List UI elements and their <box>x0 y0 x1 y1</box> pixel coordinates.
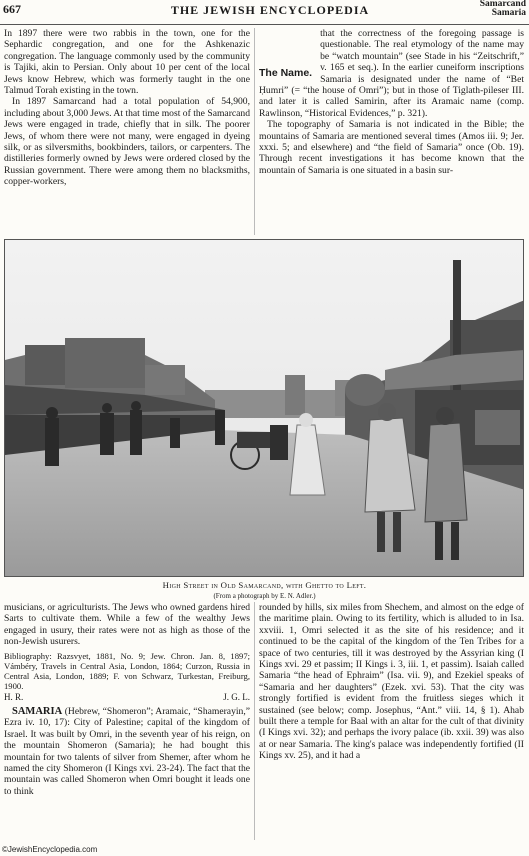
photo-illustration <box>5 240 524 577</box>
page-header <box>0 0 529 22</box>
column-divider <box>254 602 255 840</box>
signature-right: J. G. L. <box>223 691 250 702</box>
paragraph: rounded by hills, six miles from Shechem, and almost on the edge of the maritime plain. Owing to its fertility, which is alluded to in Isa. xxviii. 1, Omri selected it as the site of his residence; and it continued to be the capital of the kingdom of the Ten Tribes for a space of two centuries, till it was destroyed by the Assyrian king (I Kings xvi. 29 et passim; II Kings i. 3, iii. 1, et passim). Isaiah called Samaria “the head of Ephraim” (Isa. vii. 9), and Ezekiel speaks of “Samaria and her daughters” (Ezek. xvi. 53). That the city was strongly fortified is evident from the fruitless sieges which it sustained (see below; comp. Josephus, “Ant.” viii. 14, § 1). Ahab built there a temple for Baal with an altar for the cult of that divinity (I Kings xvi. 32); and perhaps the ivory palace (ib. xxii. 39) was also at or near Samaria. The king's palace was independently fortified (II Kings xv. 25), and it had a <box>259 602 524 762</box>
street-photograph <box>4 239 524 577</box>
bottom-left-column <box>4 602 250 797</box>
running-head-line2: Samaria <box>491 8 526 18</box>
bottom-right-column <box>259 602 524 762</box>
paragraph <box>4 706 250 797</box>
footer-credit: ©JewishEncyclopedia.com <box>2 845 98 854</box>
article-heading: SAMARIA <box>12 706 63 718</box>
page-number: 667 <box>3 2 21 16</box>
header-rule <box>0 24 529 25</box>
signature-left: H. R. <box>4 691 24 702</box>
paragraph <box>259 28 524 119</box>
side-heading: The Name. <box>259 67 313 79</box>
top-left-column <box>4 28 250 188</box>
paragraph: In 1897 Samarcand had a total population of 54,900, including about 3,000 Jews. At that time most of the Samarcand Jews were engaged in trade, chiefly that in silk. The poorer Jews, of whom there were not many, were engaged in dyeing silk, or as silversmiths, bookbinders, tailors, or carpenters. The distilleries formerly owned by Jews were ordered closed by the Russian government. There were among them no blacksmiths, copper-workers, <box>4 96 250 188</box>
paragraph: musicians, or agriculturists. The Jews who owned gardens hired Sarts to cultivate them. While a few of the wealthy Jews engaged in usury, their rates were not as high as those of the non-Jewish usurers. <box>4 602 250 648</box>
running-title: THE JEWISH ENCYCLOPEDIA <box>170 3 370 17</box>
bibliography: Bibliography: Razsvyet, 1881, No. 9; Jew. Chron. Jan. 8, 1897; Vámbéry, Travels in Central Asia, London, 1864; Curzon, Russia in Central Asia, London, 1889; F. von Schwarz, Turkestan, Freiburg, 1900. <box>4 650 250 691</box>
figure-caption: High Street in Old Samarcand, with Ghetto to Left. <box>162 580 367 590</box>
paragraph: In 1897 there were two rabbis in the town, one for the Sephardic congregation, and one for the Ashkenazic congregation. The language commonly used by the community is Tajiki, akin to Persian. Only about 10 per cent of the local Jews know Hebrew, which was formerly taught in the one Talmud Torah existing in the town. <box>4 28 250 97</box>
signature-line <box>4 692 250 703</box>
paragraph-text: that the correctness of the foregoing passage is questionable. The real etymology of the name may be “watch mountain” (see Stade in his “Zeitschrift,” v. 165 et seq.). In the earlier cuneiform inscriptions Samaria is designated under the name of “Bet Ḥumri” (= “the house of Omri”); but in those of Tiglath-pileser III. and later it is called Samirin, after its Aramaic name (comp. Rawlinson, “Historical Evidences,” p. 321). <box>259 28 524 119</box>
paragraph-text: (Hebrew, “Shomeron”; Aramaic, “Shamerayin,” Ezra iv. 10, 17): City of Palestine; capital of the kingdom of Israel. It was built by Omri, in the seventh year of his reign, on the mountain Shomeron (Samaria); he had bought this mountain for two talents of silver from Shemer, after whom he named the city Shomeron (I Kings xvi. 23-24). The fact that the mountain was called Shomeron when Omri bought it leads one to think <box>4 706 250 797</box>
column-divider <box>254 28 255 235</box>
top-right-column <box>259 28 524 176</box>
figure-credit: (From a photograph by E. N. Adler.) <box>213 592 316 600</box>
running-head <box>480 0 526 18</box>
paragraph: The topography of Samaria is not indicated in the Bible; the mountains of Samaria are mentioned several times (Amos iii. 9; Jer. xxxi. 5; and elsewhere) and “the field of Samaria” once (Ob. 19). Through recent investigations it has become known that the mountain of Samaria is one situated in a basin sur- <box>259 119 524 176</box>
running-head-line1: Samarcand <box>479 0 526 9</box>
